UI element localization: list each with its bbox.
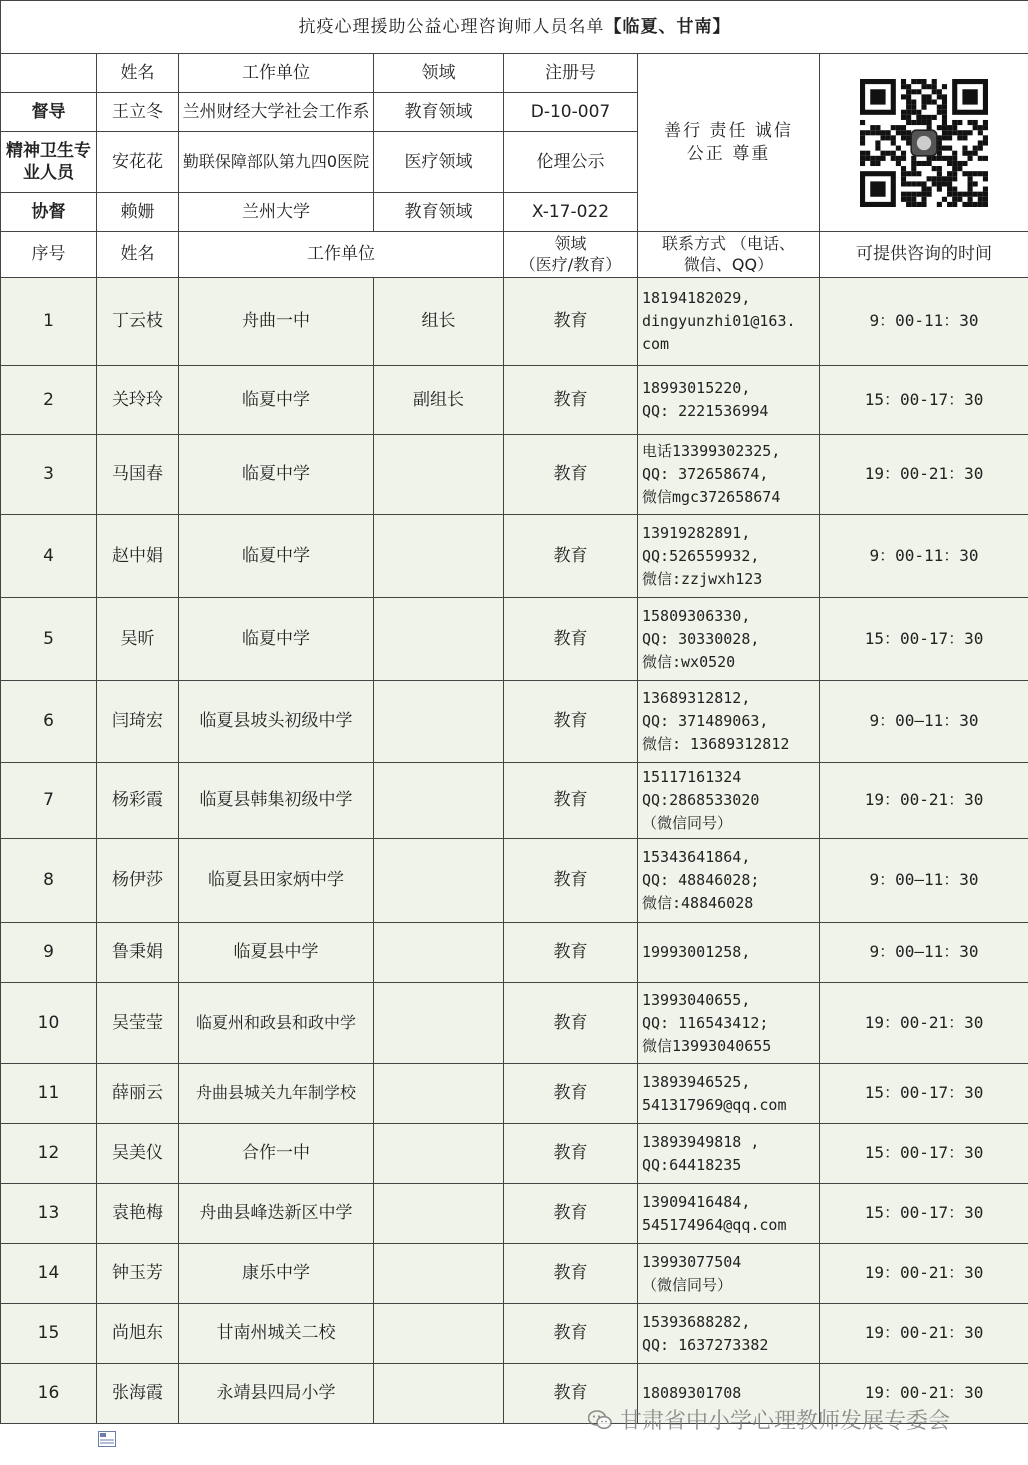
cell-field: 教育	[504, 1124, 638, 1184]
cell-time: 19：00-21：30	[820, 435, 1028, 515]
cell-no: 5	[1, 598, 97, 681]
col-header-contact: 联系方式 （电话、 微信、QQ）	[638, 232, 820, 278]
cell-contact: 13689312812, QQ: 371489063, 微信: 13689312812	[638, 681, 820, 763]
table-row	[1, 598, 1028, 681]
motto-cell	[638, 54, 820, 232]
cell-field: 教育	[504, 983, 638, 1064]
watermark	[588, 1404, 950, 1435]
cell-no: 16	[1, 1364, 97, 1424]
cell-contact: 18194182029, dingyunzhi01@163. com	[638, 278, 820, 366]
table-row	[1, 763, 1028, 839]
cell-name: 尚旭东	[97, 1304, 179, 1364]
cell-field: 教育	[504, 598, 638, 681]
cell-time: 9：00-11：30	[820, 278, 1028, 366]
title-region: 【临夏、甘南】	[604, 16, 731, 37]
cell-time: 15：00-17：30	[820, 1184, 1028, 1244]
top-header-unit: 工作单位	[179, 54, 374, 93]
cell-role	[374, 923, 504, 983]
mental-health-name: 安花花	[97, 132, 179, 193]
cell-no: 12	[1, 1124, 97, 1184]
cell-no: 8	[1, 839, 97, 923]
cell-unit: 临夏中学	[179, 598, 374, 681]
motto-line-1: 善行 责任 诚信	[664, 121, 793, 142]
cell-contact: 15809306330, QQ: 30330028, 微信:wx0520	[638, 598, 820, 681]
table-row	[1, 1124, 1028, 1184]
cell-unit: 临夏县坡头初级中学	[179, 681, 374, 763]
cell-contact: 13993077504 （微信同号）	[638, 1244, 820, 1304]
cell-name: 钟玉芳	[97, 1244, 179, 1304]
col-header-time: 可提供咨询的时间	[820, 232, 1028, 278]
cell-time: 9：00-11：30	[820, 515, 1028, 598]
cell-no: 14	[1, 1244, 97, 1304]
cell-role	[374, 1304, 504, 1364]
cell-no: 4	[1, 515, 97, 598]
cell-no: 9	[1, 923, 97, 983]
supervisor-unit: 兰州财经大学社会工作系	[179, 93, 374, 132]
col-header-name: 姓名	[97, 232, 179, 278]
qr-cell	[820, 54, 1028, 232]
mental-health-unit: 勤联保障部队第九四0医院	[179, 132, 374, 193]
cell-unit: 舟曲县峰迭新区中学	[179, 1184, 374, 1244]
cell-unit: 临夏县韩集初级中学	[179, 763, 374, 839]
cell-no: 1	[1, 278, 97, 366]
top-header-blank	[1, 54, 97, 93]
cell-field: 教育	[504, 839, 638, 923]
cell-name: 袁艳梅	[97, 1184, 179, 1244]
cell-name: 吴昕	[97, 598, 179, 681]
cell-no: 7	[1, 763, 97, 839]
col-header-no: 序号	[1, 232, 97, 278]
table-row	[1, 515, 1028, 598]
supervisor-label: 督导	[1, 93, 97, 132]
cell-no: 10	[1, 983, 97, 1064]
cell-name: 关玲玲	[97, 366, 179, 435]
cell-role	[374, 681, 504, 763]
cell-time: 19：00-21：30	[820, 983, 1028, 1064]
cell-field: 教育	[504, 278, 638, 366]
top-header-row	[1, 54, 1028, 93]
cell-unit: 临夏中学	[179, 435, 374, 515]
co-supervisor-field: 教育领域	[374, 193, 504, 232]
motto-line-2: 公正 尊重	[686, 143, 771, 164]
cell-field: 教育	[504, 1244, 638, 1304]
cell-role	[374, 435, 504, 515]
cell-time: 15：00-17：30	[820, 598, 1028, 681]
cell-contact: 13909416484, 545174964@qq.com	[638, 1184, 820, 1244]
table-row	[1, 923, 1028, 983]
cell-unit: 康乐中学	[179, 1244, 374, 1304]
cell-unit: 舟曲一中	[179, 278, 374, 366]
cell-role: 组长	[374, 278, 504, 366]
table-row	[1, 839, 1028, 923]
title-main: 抗疫心理援助公益心理咨询师人员名单	[298, 16, 605, 37]
cell-name: 闫琦宏	[97, 681, 179, 763]
cell-time: 15：00-17：30	[820, 366, 1028, 435]
cell-unit: 临夏县中学	[179, 923, 374, 983]
page-title	[1, 1, 1028, 54]
cell-contact: 19993001258,	[638, 923, 820, 983]
table-row	[1, 1064, 1028, 1124]
cell-role	[374, 1184, 504, 1244]
mental-health-reg: 伦理公示	[504, 132, 638, 193]
cell-time: 19：00-21：30	[820, 1244, 1028, 1304]
cell-role: 副组长	[374, 366, 504, 435]
cell-no: 6	[1, 681, 97, 763]
cell-name: 薛丽云	[97, 1064, 179, 1124]
co-supervisor-unit: 兰州大学	[179, 193, 374, 232]
cell-unit: 临夏中学	[179, 366, 374, 435]
co-supervisor-label: 协督	[1, 193, 97, 232]
cell-contact: 13893949818 , QQ:64418235	[638, 1124, 820, 1184]
cell-unit: 永靖县四局小学	[179, 1364, 374, 1424]
column-header-row	[1, 232, 1028, 278]
cell-name: 马国春	[97, 435, 179, 515]
col-header-unit: 工作单位	[179, 232, 504, 278]
cell-time: 9：00—11：30	[820, 681, 1028, 763]
cell-field: 教育	[504, 763, 638, 839]
cell-unit: 临夏州和政县和政中学	[179, 983, 374, 1064]
cell-no: 15	[1, 1304, 97, 1364]
top-header-reg: 注册号	[504, 54, 638, 93]
co-supervisor-reg: X-17-022	[504, 193, 638, 232]
cell-role	[374, 1244, 504, 1304]
mental-health-field: 医疗领域	[374, 132, 504, 193]
cell-contact: 13919282891, QQ:526559932, 微信:zzjwxh123	[638, 515, 820, 598]
cell-unit: 合作一中	[179, 1124, 374, 1184]
cell-name: 杨伊莎	[97, 839, 179, 923]
cell-name: 吴莹莹	[97, 983, 179, 1064]
cell-role	[374, 1064, 504, 1124]
cell-name: 杨彩霞	[97, 763, 179, 839]
mental-health-label: 精神卫生专业人员	[1, 132, 97, 193]
cell-contact: 15343641864, QQ: 48846028; 微信:48846028	[638, 839, 820, 923]
table-row	[1, 1244, 1028, 1304]
cell-time: 19：00-21：30	[820, 763, 1028, 839]
cell-field: 教育	[504, 1184, 638, 1244]
cell-time: 9：00—11：30	[820, 839, 1028, 923]
cell-contact: 电话13399302325, QQ: 372658674, 微信mgc372658674	[638, 435, 820, 515]
cell-contact: 18993015220, QQ: 2221536994	[638, 366, 820, 435]
cell-time: 9：00—11：30	[820, 923, 1028, 983]
cell-time: 15：00-17：30	[820, 1124, 1028, 1184]
top-header-name: 姓名	[97, 54, 179, 93]
cell-no: 11	[1, 1064, 97, 1124]
table-row	[1, 1304, 1028, 1364]
cell-field: 教育	[504, 1064, 638, 1124]
cell-role	[374, 1364, 504, 1424]
cell-unit: 临夏中学	[179, 515, 374, 598]
qr-code-icon	[860, 79, 988, 207]
cell-time: 15：00-17：30	[820, 1064, 1028, 1124]
cell-field: 教育	[504, 681, 638, 763]
cell-contact: 13993040655, QQ: 116543412; 微信13993040655	[638, 983, 820, 1064]
sheet-tab-icon[interactable]	[98, 1431, 116, 1447]
cell-name: 鲁秉娟	[97, 923, 179, 983]
watermark-text: 甘肃省中小学心理教师发展专委会	[620, 1409, 951, 1434]
cell-contact: 18089301708	[638, 1364, 820, 1424]
cell-field: 教育	[504, 923, 638, 983]
cell-time: 19：00-21：30	[820, 1364, 1028, 1424]
cell-role	[374, 1124, 504, 1184]
table-row	[1, 278, 1028, 366]
cell-contact: 15393688282, QQ: 1637273382	[638, 1304, 820, 1364]
cell-role	[374, 839, 504, 923]
cell-role	[374, 598, 504, 681]
cell-name: 丁云枝	[97, 278, 179, 366]
cell-no: 13	[1, 1184, 97, 1244]
table-row	[1, 435, 1028, 515]
cell-no: 3	[1, 435, 97, 515]
table-row	[1, 681, 1028, 763]
cell-contact: 15117161324 QQ:2868533020 （微信同号）	[638, 763, 820, 839]
cell-field: 教育	[504, 1304, 638, 1364]
cell-time: 19：00-21：30	[820, 1304, 1028, 1364]
table-row	[1, 983, 1028, 1064]
co-supervisor-name: 赖姗	[97, 193, 179, 232]
table-row	[1, 366, 1028, 435]
supervisor-field: 教育领域	[374, 93, 504, 132]
cell-name: 赵中娟	[97, 515, 179, 598]
data-rows	[1, 278, 1028, 1424]
cell-name: 张海霞	[97, 1364, 179, 1424]
cell-unit: 舟曲县城关九年制学校	[179, 1064, 374, 1124]
cell-field: 教育	[504, 435, 638, 515]
cell-role	[374, 515, 504, 598]
cell-name: 吴美仪	[97, 1124, 179, 1184]
cell-field: 教育	[504, 366, 638, 435]
table-row	[1, 1184, 1028, 1244]
cell-unit: 甘南州城关二校	[179, 1304, 374, 1364]
cell-role	[374, 983, 504, 1064]
top-header-field: 领域	[374, 54, 504, 93]
cell-field: 教育	[504, 1364, 638, 1424]
cell-contact: 13893946525, 541317969@qq.com	[638, 1064, 820, 1124]
col-header-field: 领域 （医疗/教育）	[504, 232, 638, 278]
cell-field: 教育	[504, 515, 638, 598]
cell-no: 2	[1, 366, 97, 435]
cell-role	[374, 763, 504, 839]
wechat-icon	[588, 1410, 612, 1430]
cell-unit: 临夏县田家炳中学	[179, 839, 374, 923]
supervisor-name: 王立冬	[97, 93, 179, 132]
supervisor-reg: D-10-007	[504, 93, 638, 132]
